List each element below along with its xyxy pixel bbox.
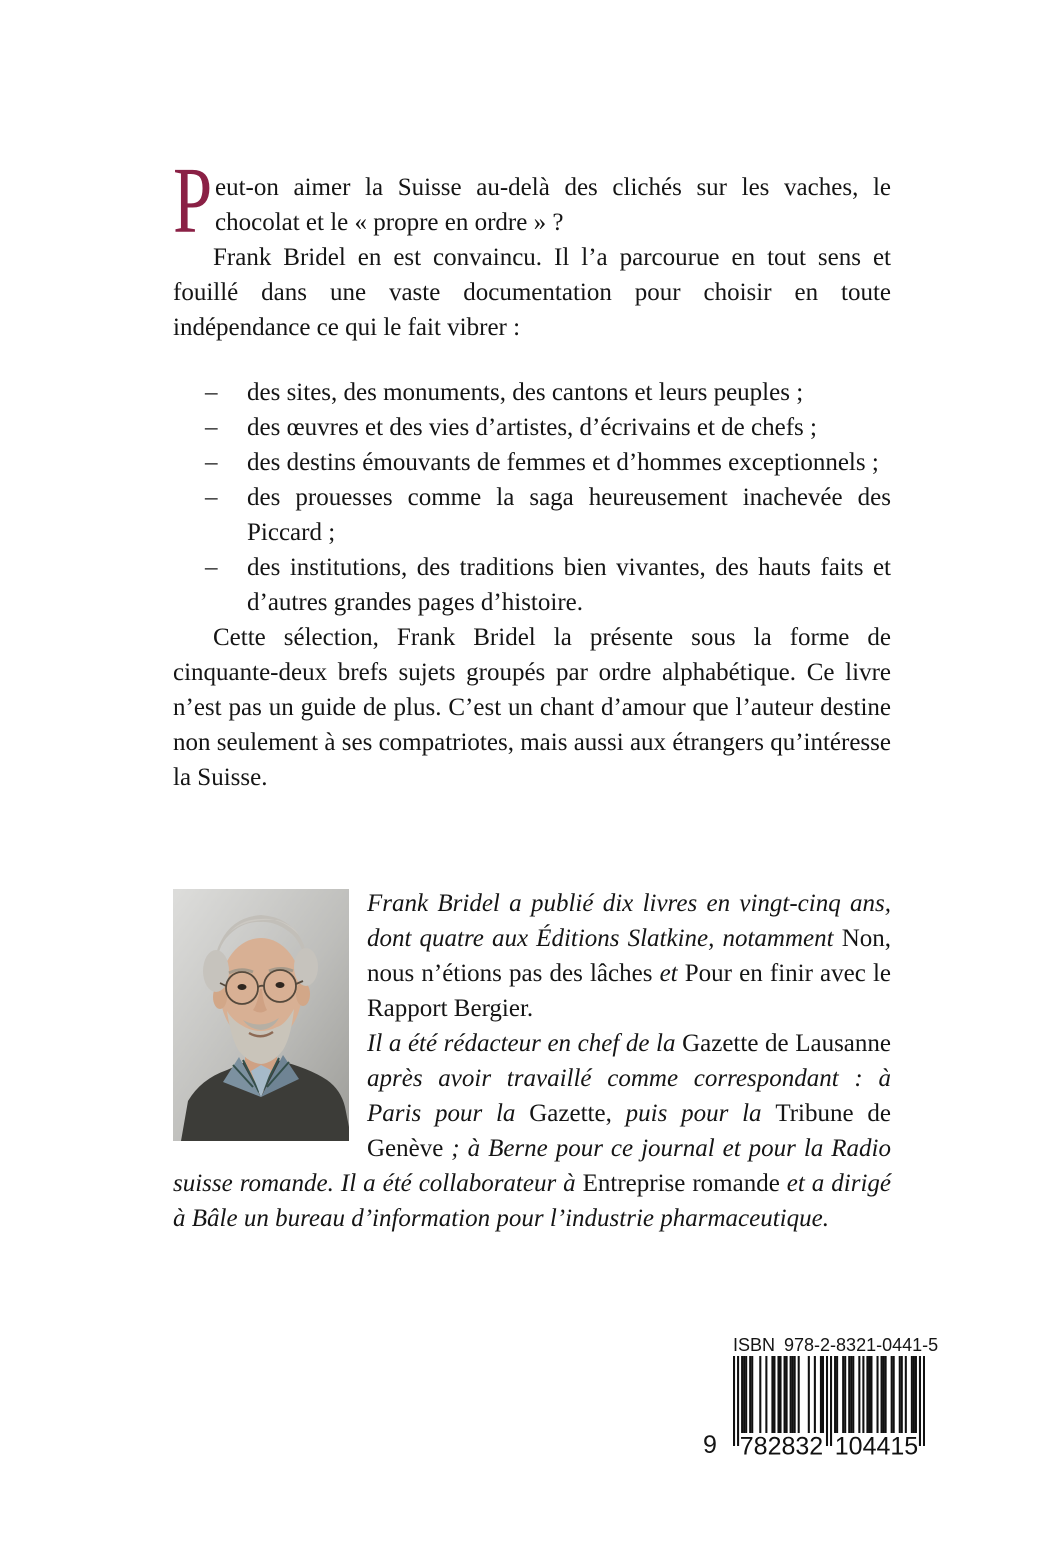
list-item (173, 480, 891, 550)
author-bio-text (173, 886, 891, 1236)
bullet-dash: – (205, 414, 218, 441)
list-item-text: des sites, des monuments, des cantons et leurs peuples ; (247, 379, 804, 406)
opening-paragraph-text: eut-on aimer la Suisse au-delà des clichés sur les vaches, le chocolat et le « propre en ordre » ? (215, 174, 891, 236)
list-item-text: des destins émouvants de femmes et d’hommes exceptionnels ; (247, 449, 879, 476)
isbn-barcode-block (703, 1335, 939, 1459)
list-item (173, 410, 891, 445)
bullet-dash: – (205, 449, 218, 476)
text-column (173, 149, 892, 1236)
second-paragraph: Frank Bridel en est convaincu. Il l’a parcourue en tout sens et fouillé dans une vaste documentation pour choisir en toute indépendance ce qui le fait vibrer : (173, 244, 891, 341)
highlights-list (173, 375, 891, 620)
barcode-lead-digit: 9 (703, 1431, 717, 1459)
author-portrait-image (173, 889, 349, 1141)
list-item (173, 445, 891, 480)
dropcap-letter: P (173, 149, 213, 253)
svg-text:782832: 782832 (739, 1432, 824, 1456)
bullet-dash: – (205, 484, 218, 511)
isbn-number: 978-2-8321-0441-5 (784, 1335, 939, 1355)
list-item-text: des institutions, des traditions bien vivantes, des hauts faits et d’autres grandes pages d’histoire. (247, 554, 891, 616)
list-item (173, 375, 891, 410)
author-photo (173, 889, 349, 1141)
list-item-text: des prouesses comme la saga heureusement inachevée des Piccard ; (247, 484, 891, 546)
isbn-label: ISBN (733, 1335, 776, 1355)
ean13-barcode (733, 1356, 925, 1456)
closing-paragraph: Cette sélection, Frank Bridel la présente sous la forme de cinquante-deux brefs sujets groupés par ordre alphabétique. Ce livre n’est pas un guide de plus. C’est un chant d’amour que l’auteur destine non seulement à ses compatriotes, mais aussi aux étrangers qu’intéresse la Suisse. (173, 624, 891, 791)
opening-paragraph (173, 149, 891, 253)
bullet-dash: – (205, 379, 218, 406)
author-bio-section (173, 886, 891, 1236)
bullet-dash: – (205, 554, 218, 581)
list-item-text: des œuvres et des vies d’artistes, d’écrivains et de chefs ; (247, 414, 817, 441)
list-item (173, 550, 891, 620)
author-bio-rich-text: Frank Bridel a publié dix livres en vingt-cinq ans, dont quatre aux Éditions Slatkine, notamment Non, nous n’étions pas des lâches et Pour en finir avec le Rapport Bergier. Il a été rédacteur en chef de la Gazette de Lausanne après avoir travaillé comme correspondant : à Paris pour la Gazette, puis pour la Tribune de Genève ; à Berne pour ce journal et pour la Radio suisse romande. Il a été collaborateur à Entreprise romande et a dirigé à Bâle un bureau d’information pour l’industrie pharmaceutique. (173, 890, 892, 1232)
barcode-row (703, 1356, 935, 1459)
svg-text:104415: 104415 (834, 1432, 919, 1456)
isbn-line (733, 1335, 939, 1356)
